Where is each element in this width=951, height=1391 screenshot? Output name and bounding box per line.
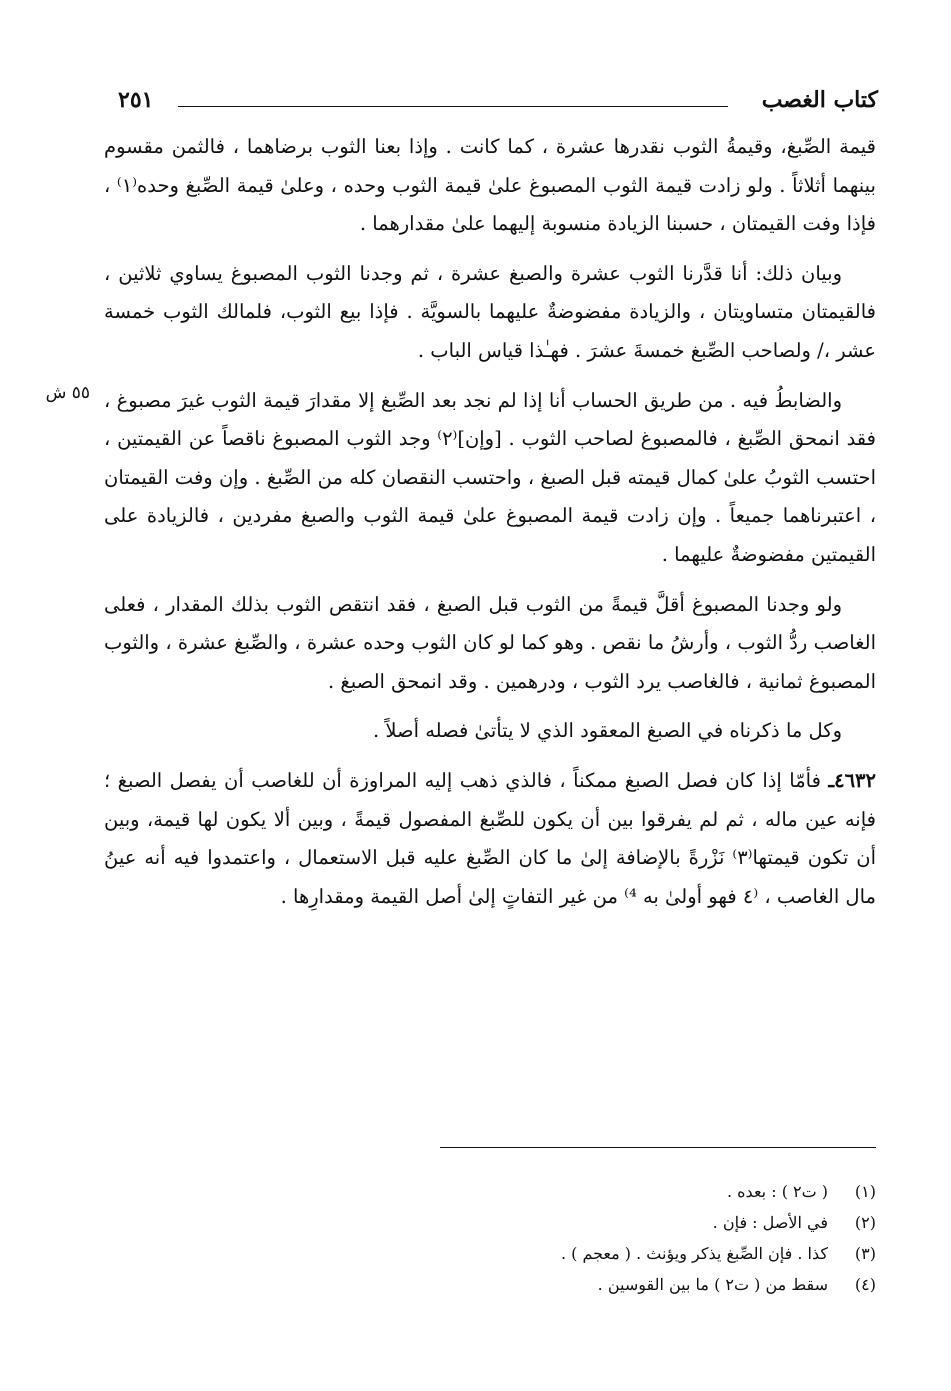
footnote-number: (٣): [854, 1244, 876, 1263]
paragraph-3: والضابطُ فيه . من طريق الحساب أنا إذا لم نجد بعد الصِّبغ إلا مقدارَ قيمة الثوب غيرَ مصبوغ ، فقد انمحق الصِّبغ ، فالمصبوغ لصاحب الثوب . [وإن]⁽٢⁾ وجد الثوب المصبوغ ناقصاً عن القيمتين ، احتسب الثوبُ علىٰ كمال قيمته قبل الصبغ ، واحتسب النقصان كله من الصِّبغ . وإن وفت القيمتان ، اعتبرناهما جميعاً . وإن زادت قيمة المصبوغ علىٰ قيمة الثوب والصبغ مفردين ، فالزيادة على القيمتين مفضوضةٌ عليهما .: [104, 388, 876, 566]
footnotes: [300, 1176, 876, 1300]
paragraph-4: ولو وجدنا المصبوغ أقلَّ قيمةً من الثوب قبل الصبغ ، فقد انتقص الثوب بذلك المقدار ، فعلى الغاصب ردُّ الثوب ، وأرشُ ما نقص . وهو كما لو كان الثوب وحده عشرة ، والصِّبغ عشرة ، والثوب المصبوغ ثمانية ، فالغاصب يرد الثوب ، ودرهمين . وقد انمحق الصبغ .: [104, 592, 876, 693]
numbered-paragraph: [104, 762, 876, 916]
footnote-text: ( ت٢ ) : بعده .: [727, 1182, 828, 1201]
footnote-number: (٢): [854, 1213, 876, 1232]
footnote-text: كذا . فإن الصِّبغ يذكر ويؤنث . ( معجم ) .: [560, 1244, 828, 1263]
page-number: ٢٥١: [118, 87, 154, 113]
paragraph-5: وكل ما ذكرناه في الصبغ المعقود الذي لا يتأتىٰ فصله أصلاً .: [373, 719, 842, 743]
footnote-text: سقط من ( ت٢ ) ما بين القوسين .: [597, 1275, 828, 1294]
footnote-number: (١): [854, 1182, 876, 1201]
running-title: كتاب الغصب: [761, 87, 878, 113]
margin-manuscript-reference: ٥٥ ش: [45, 383, 90, 403]
paragraph-number: ٤٦٣٢ـ: [828, 768, 876, 792]
footnote-3: [300, 1238, 876, 1269]
footnote-text: في الأصل : فإن .: [712, 1213, 828, 1232]
header-rule: [178, 106, 728, 107]
paragraph-1: قيمة الصِّبغ، وقيمةُ الثوب نقدرها عشرة ، كما كانت . وإذا بعنا الثوب برضاهما ، فالثمن مقسوم بينهما أثلاثاً . ولو زادت قيمة الثوب المصبوغ علىٰ قيمة الثوب وحده ، وعلىٰ قيمة الصِّبغ وحده⁽١⁾ ، فإذا وفت القيمتان ، حسبنا الزيادة منسوبة إليهما علىٰ مقدارهما .: [104, 135, 876, 236]
paragraph-2: وبيان ذلك: أنا قدَّرنا الثوب عشرة والصبغ عشرة ، ثم وجدنا الثوب المصبوغ يساوي ثلاثين ، فالقيمتان متساويتان ، والزيادة مفضوضةٌ عليهما بالسويَّة . فإذا بيع الثوب، فلمالك الثوب خمسة عشر ،/ ولصاحب الصِّبغ خمسةَ عشرَ . فهـٰذا قياس الباب .: [104, 261, 876, 362]
numbered-paragraph-text: فأمّا إذا كان فصل الصبغ ممكناً ، فالذي ذهب إليه المراوزة أن للغاصب أن يفصل الصبغ ؛ فإنه عين ماله ، ثم لم يفرقوا بين أن يكون للصِّبغ المفصول قيمةً ، وبين ألا يكون لها قيمة، وبين أن تكون قيمتها⁽٣⁾ نَزْرةً بالإضافة إلىٰ ما كان الصِّبغ عليه قبل الاستعمال ، واعتمدوا فيه أنه عينُ مال الغاصب ، ⁽٤ فهو أولىٰ به ⁴⁾ من غير التفاتٍ إلىٰ أصل القيمة ومقدارِها .: [104, 768, 877, 908]
footnote-4: [300, 1269, 876, 1300]
footnote-1: [300, 1176, 876, 1207]
footnote-rule: [440, 1147, 876, 1148]
footnote-2: [300, 1207, 876, 1238]
footnote-number: (٤): [854, 1275, 876, 1294]
main-text: [104, 128, 876, 927]
page-header: [118, 82, 878, 118]
